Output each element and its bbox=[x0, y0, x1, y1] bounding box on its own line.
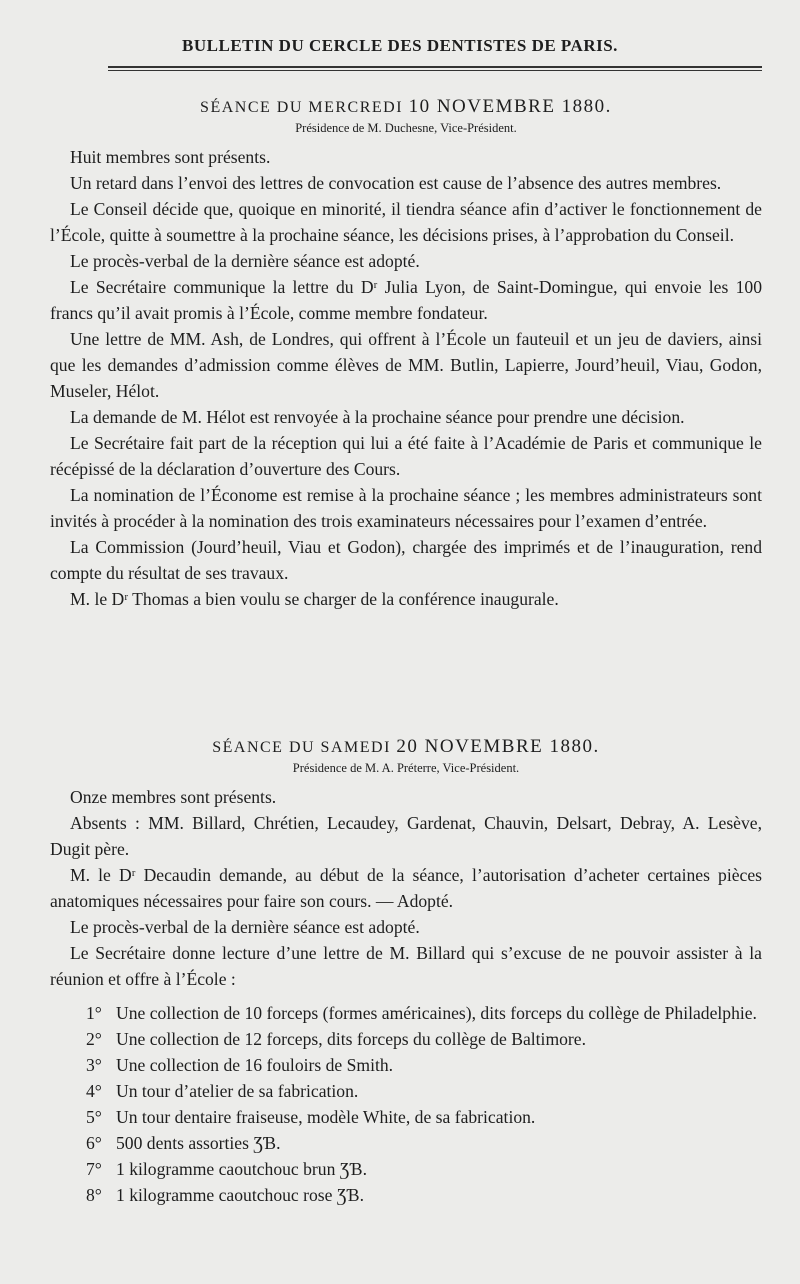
list-item-text: 500 dents assorties ƷƁ. bbox=[116, 1133, 281, 1153]
list-item-text: 1 kilogramme caoutchouc rose ƷƁ. bbox=[116, 1185, 365, 1205]
seance-1-title-day: SÉANCE DU MERCREDI bbox=[200, 99, 404, 116]
paragraph: Le Secrétaire donne lecture d’une lettre de M. Billard qui s’excuse de ne pouvoir assister à la réunion et offre à l’École : bbox=[50, 943, 762, 989]
list-item bbox=[50, 1000, 762, 1026]
donation-list bbox=[50, 1000, 762, 1208]
paragraph: Absents : MM. Billard, Chrétien, Lecaudey, Gardenat, Chauvin, Delsart, Debray, A. Lesève, Dugit père. bbox=[50, 813, 762, 859]
list-item bbox=[50, 1182, 762, 1208]
list-item-text: Une collection de 10 forceps (formes américaines), dits forceps du collège de Philadelphie. bbox=[116, 1003, 757, 1023]
seance-2-title bbox=[50, 736, 762, 758]
list-item-number: 4° bbox=[86, 1081, 102, 1101]
list-item-number: 6° bbox=[86, 1133, 102, 1153]
list-item bbox=[50, 1130, 762, 1156]
list-item-number: 3° bbox=[86, 1055, 102, 1075]
seance-1-presidence: Présidence de M. Duchesne, Vice-Président. bbox=[295, 121, 517, 135]
list-item-number: 8° bbox=[86, 1185, 102, 1205]
seance-2-title-date: 20 NOVEMBRE 1880. bbox=[396, 736, 600, 757]
list-item bbox=[50, 1026, 762, 1052]
paragraph: Huit membres sont présents. bbox=[70, 147, 271, 167]
paragraph: Le procès-verbal de la dernière séance est adopté. bbox=[70, 917, 420, 937]
paragraph: La demande de M. Hélot est renvoyée à la prochaine séance pour prendre une décision. bbox=[70, 407, 685, 427]
list-item-text: Un tour dentaire fraiseuse, modèle White, de sa fabrication. bbox=[116, 1107, 536, 1127]
seance-2-presidence: Présidence de M. A. Préterre, Vice-Président. bbox=[292, 761, 520, 775]
list-item-number: 1° bbox=[86, 1003, 102, 1023]
list-item-number: 5° bbox=[86, 1107, 102, 1127]
list-item-text: Un tour d’atelier de sa fabrication. bbox=[116, 1081, 359, 1101]
header-rule-thin bbox=[108, 70, 762, 71]
list-item bbox=[50, 1078, 762, 1104]
paragraph: Le Conseil décide que, quoique en minorité, il tiendra séance afin d’activer le fonctionnement de l’École, quitte à soumettre à la prochaine séance, les décisions prises, à l’approbation du Conseil. bbox=[50, 199, 762, 245]
paragraph: La nomination de l’Économe est remise à la prochaine séance ; les membres administrateurs sont invités à procéder à la nomination des trois examinateurs nécessaires pour l’examen d’entrée. bbox=[50, 485, 762, 531]
paragraph: Un retard dans l’envoi des lettres de convocation est cause de l’absence des autres membres. bbox=[70, 173, 722, 193]
seance-2-body bbox=[50, 784, 762, 992]
seance-1-body bbox=[50, 144, 762, 612]
list-item bbox=[50, 1104, 762, 1130]
paragraph: La Commission (Jourd’heuil, Viau et Godon), chargée des imprimés et de l’inauguration, rend compte du résultat de ses travaux. bbox=[50, 537, 762, 583]
list-item-number: 7° bbox=[86, 1159, 102, 1179]
list-item-number: 2° bbox=[86, 1029, 102, 1049]
seance-1-title-date: 10 NOVEMBRE 1880. bbox=[408, 96, 612, 117]
running-header: BULLETIN DU CERCLE DES DENTISTES DE PARIS. bbox=[182, 36, 618, 55]
paragraph: Onze membres sont présents. bbox=[70, 787, 277, 807]
list-item bbox=[50, 1156, 762, 1182]
seance-1-title bbox=[50, 96, 762, 118]
header-rule bbox=[108, 66, 762, 68]
paragraph: M. le Dʳ Decaudin demande, au début de la séance, l’autorisation d’acheter certaines pièces anatomiques nécessaires pour faire son cours. — Adopté. bbox=[50, 865, 762, 911]
seance-2 bbox=[50, 736, 762, 1208]
paragraph: M. le Dʳ Thomas a bien voulu se charger de la conférence inaugurale. bbox=[70, 589, 559, 609]
list-item-text: 1 kilogramme caoutchouc brun ƷƁ. bbox=[116, 1159, 368, 1179]
seance-1 bbox=[50, 96, 762, 612]
list-item-text: Une collection de 16 fouloirs de Smith. bbox=[116, 1055, 394, 1075]
paragraph: Le Secrétaire fait part de la réception qui lui a été faite à l’Académie de Paris et communique le récépissé de la déclaration d’ouverture des Cours. bbox=[50, 433, 762, 479]
paragraph: Le procès-verbal de la dernière séance est adopté. bbox=[70, 251, 420, 271]
paragraph: Une lettre de MM. Ash, de Londres, qui offrent à l’École un fauteuil et un jeu de daviers, ainsi que les demandes d’admission comme élèves de MM. Butlin, Lapierre, Jourd’heuil, Viau, Godon, Museler, Hélot. bbox=[50, 329, 762, 401]
list-item-text: Une collection de 12 forceps, dits forceps du collège de Baltimore. bbox=[116, 1029, 586, 1049]
seance-2-title-day: SÉANCE DU SAMEDI bbox=[212, 739, 391, 756]
paragraph: Le Secrétaire communique la lettre du Dʳ Julia Lyon, de Saint-Domingue, qui envoie les 100 francs qu’il avait promis à l’École, comme membre fondateur. bbox=[50, 277, 762, 323]
list-item bbox=[50, 1052, 762, 1078]
